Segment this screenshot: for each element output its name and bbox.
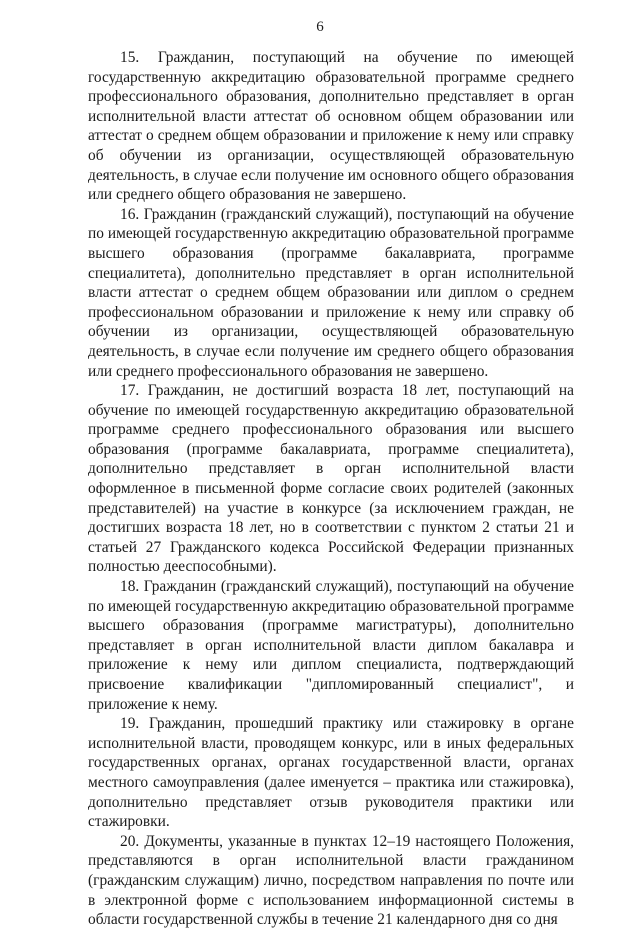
paragraph-19: 19. Гражданин, прошедший практику или стажировку в органе исполнительной власти, проводящем конкурс, или в иных федеральных государственных органах, органах государственной власти, органах местного самоуправления (далее именуется – практика или стажировка), дополнительно представляет отзыв руководителя практики или стажировки. — [88, 715, 574, 831]
paragraph-20: 20. Документы, указанные в пунктах 12–19 настоящего Положения, представляются в орган исполнительной власти гражданином (гражданским служащим) лично, посредством направления по почте или в электронной форме с использованием информационной системы в области государственной службы в течение 21 календарного дня со дня — [88, 832, 574, 929]
paragraph-18: 18. Гражданин (гражданский служащий), поступающий на обучение по имеющей государственную аккредитацию образовательной программе высшего образования (программе магистратуры), дополнительно представляет в орган исполнительной власти диплом бакалавра и приложение к нему или диплом специалиста, подтверждающий присвоение квалификации "дипломированный специалист", и приложение к нему. — [88, 578, 574, 713]
document-body — [88, 48, 574, 930]
page-number: 6 — [316, 19, 324, 35]
paragraph-16: 16. Гражданин (гражданский служащий), поступающий на обучение по имеющей государственную аккредитацию образовательной программе высшего образования (программе бакалавриата, программе специалитета), дополнительно представляет в орган исполнительной власти аттестат о среднем общем образовании или диплом о среднем профессиональном образовании и приложение к нему или справку об обучении из организации, осуществляющей образовательную деятельность, в случае если получение им среднего общего образования или среднего профессионального образования не завершено. — [88, 205, 574, 380]
paragraph-17: 17. Гражданин, не достигший возраста 18 лет, поступающий на обучение по имеющей государственную аккредитацию образовательной программе среднего профессионального образования или высшего образования (программе бакалавриата, программе специалитета), дополнительно представляет в орган исполнительной власти оформленное в письменной форме согласие своих родителей (законных представителей) на участие в конкурсе (за исключением граждан, не достигших возраста 18 лет, но в соответствии с пунктом 2 статьи 21 и статьей 27 Гражданского кодекса Российской Федерации признанных полностью дееспособными). — [88, 382, 574, 576]
paragraph-15: 15. Гражданин, поступающий на обучение по имеющей государственную аккредитацию образовательной программе среднего профессионального образования, дополнительно представляет в орган исполнительной власти аттестат об основном общем образовании или аттестат о среднем общем образовании и приложение к нему или справку об обучении из организации, осуществляющей образовательную деятельность, в случае если получение им основного общего образования или среднего общего образования не завершено. — [88, 49, 574, 204]
